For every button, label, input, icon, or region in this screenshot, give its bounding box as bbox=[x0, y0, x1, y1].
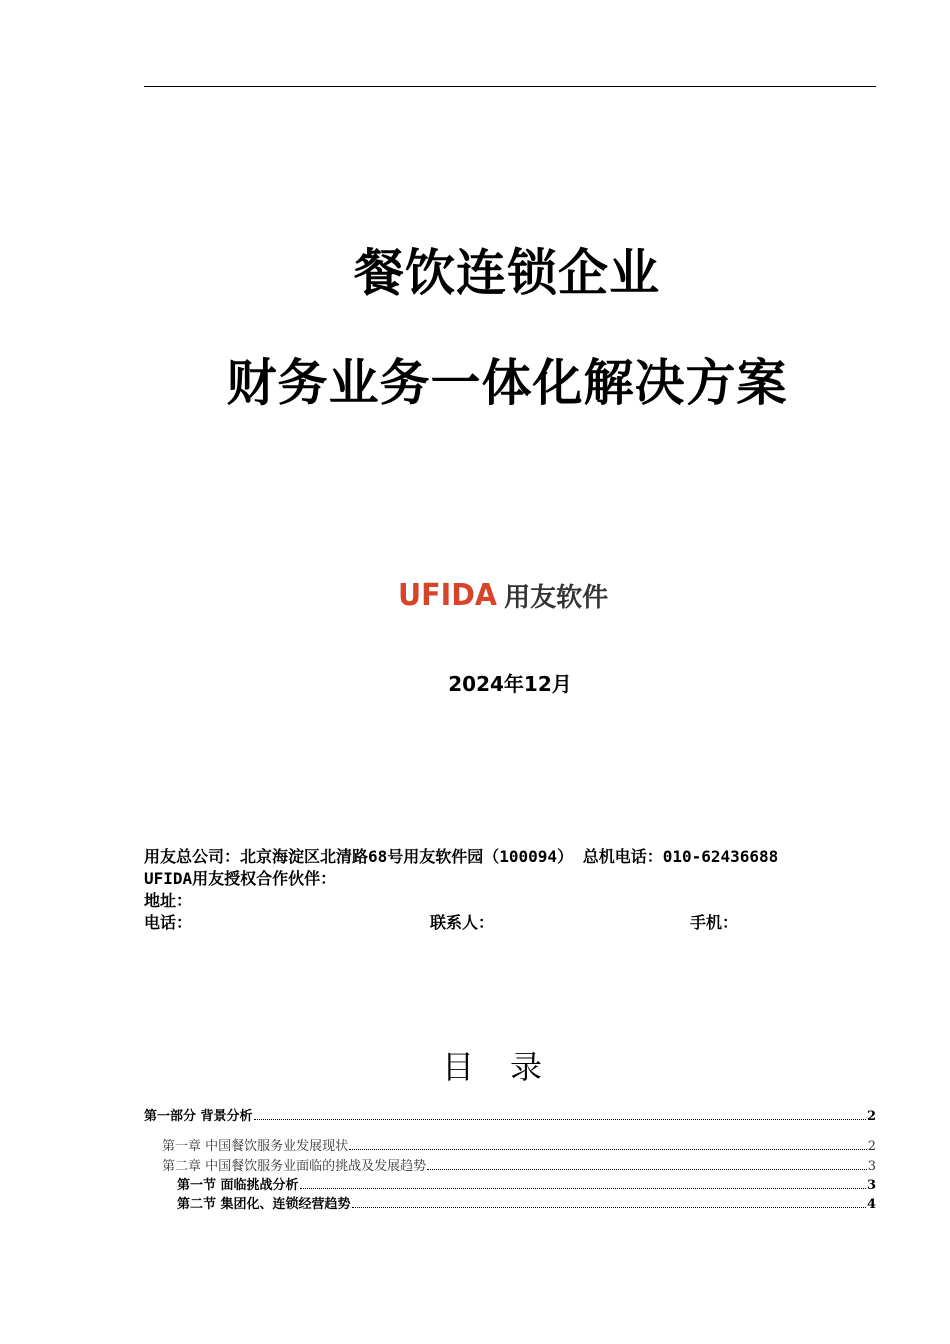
toc-entry[interactable] bbox=[144, 1106, 876, 1124]
toc-leader bbox=[427, 1169, 867, 1170]
contact-person-label: 联系人： bbox=[430, 913, 495, 932]
phone-label: 电话： bbox=[144, 913, 193, 932]
toc-entry[interactable] bbox=[177, 1175, 876, 1193]
toc-entry-label: 第一章 中国餐饮服务业发展现状 bbox=[162, 1139, 349, 1154]
cover-date: 2024年12月 bbox=[448, 672, 572, 696]
logo-text-en: UFIDA bbox=[398, 577, 497, 613]
toc-leader bbox=[352, 1207, 866, 1208]
toc-entry[interactable] bbox=[162, 1136, 876, 1154]
logo-text-cn: 用友软件 bbox=[504, 582, 609, 613]
toc-leader bbox=[300, 1188, 866, 1189]
toc-entry-label: 第一部分 背景分析 bbox=[144, 1109, 253, 1124]
toc-entry-page: 2 bbox=[866, 1109, 876, 1124]
toc-entry-page: 3 bbox=[867, 1159, 876, 1174]
toc-entry[interactable] bbox=[177, 1194, 876, 1212]
cover-title-line1: 餐饮连锁企业 bbox=[354, 244, 660, 302]
address-line: 地址： bbox=[144, 891, 193, 910]
partner-line: UFIDA用友授权合作伙伴： bbox=[144, 869, 337, 888]
toc-leader bbox=[349, 1149, 867, 1150]
toc-entry-page: 4 bbox=[866, 1197, 876, 1212]
toc-entry-label: 第一节 面临挑战分析 bbox=[177, 1178, 299, 1193]
cover-title-line2: 财务业务一体化解决方案 bbox=[226, 354, 788, 412]
toc-entry-page: 3 bbox=[866, 1178, 876, 1193]
toc-entry[interactable] bbox=[162, 1156, 876, 1174]
toc-entry-label: 第二节 集团化、连锁经营趋势 bbox=[177, 1197, 351, 1212]
ufida-logo bbox=[398, 578, 608, 612]
toc-leader bbox=[254, 1119, 866, 1120]
header-rule bbox=[144, 86, 876, 87]
toc-entry-page: 2 bbox=[867, 1139, 876, 1154]
toc-title: 目录 bbox=[441, 1048, 578, 1086]
headquarters-line: 用友总公司：北京海淀区北清路68号用友软件园（100094） 总机电话：010-62436688 bbox=[144, 847, 779, 866]
toc-entry-label: 第二章 中国餐饮服务业面临的挑战及发展趋势 bbox=[162, 1159, 427, 1174]
mobile-label: 手机： bbox=[690, 913, 739, 932]
